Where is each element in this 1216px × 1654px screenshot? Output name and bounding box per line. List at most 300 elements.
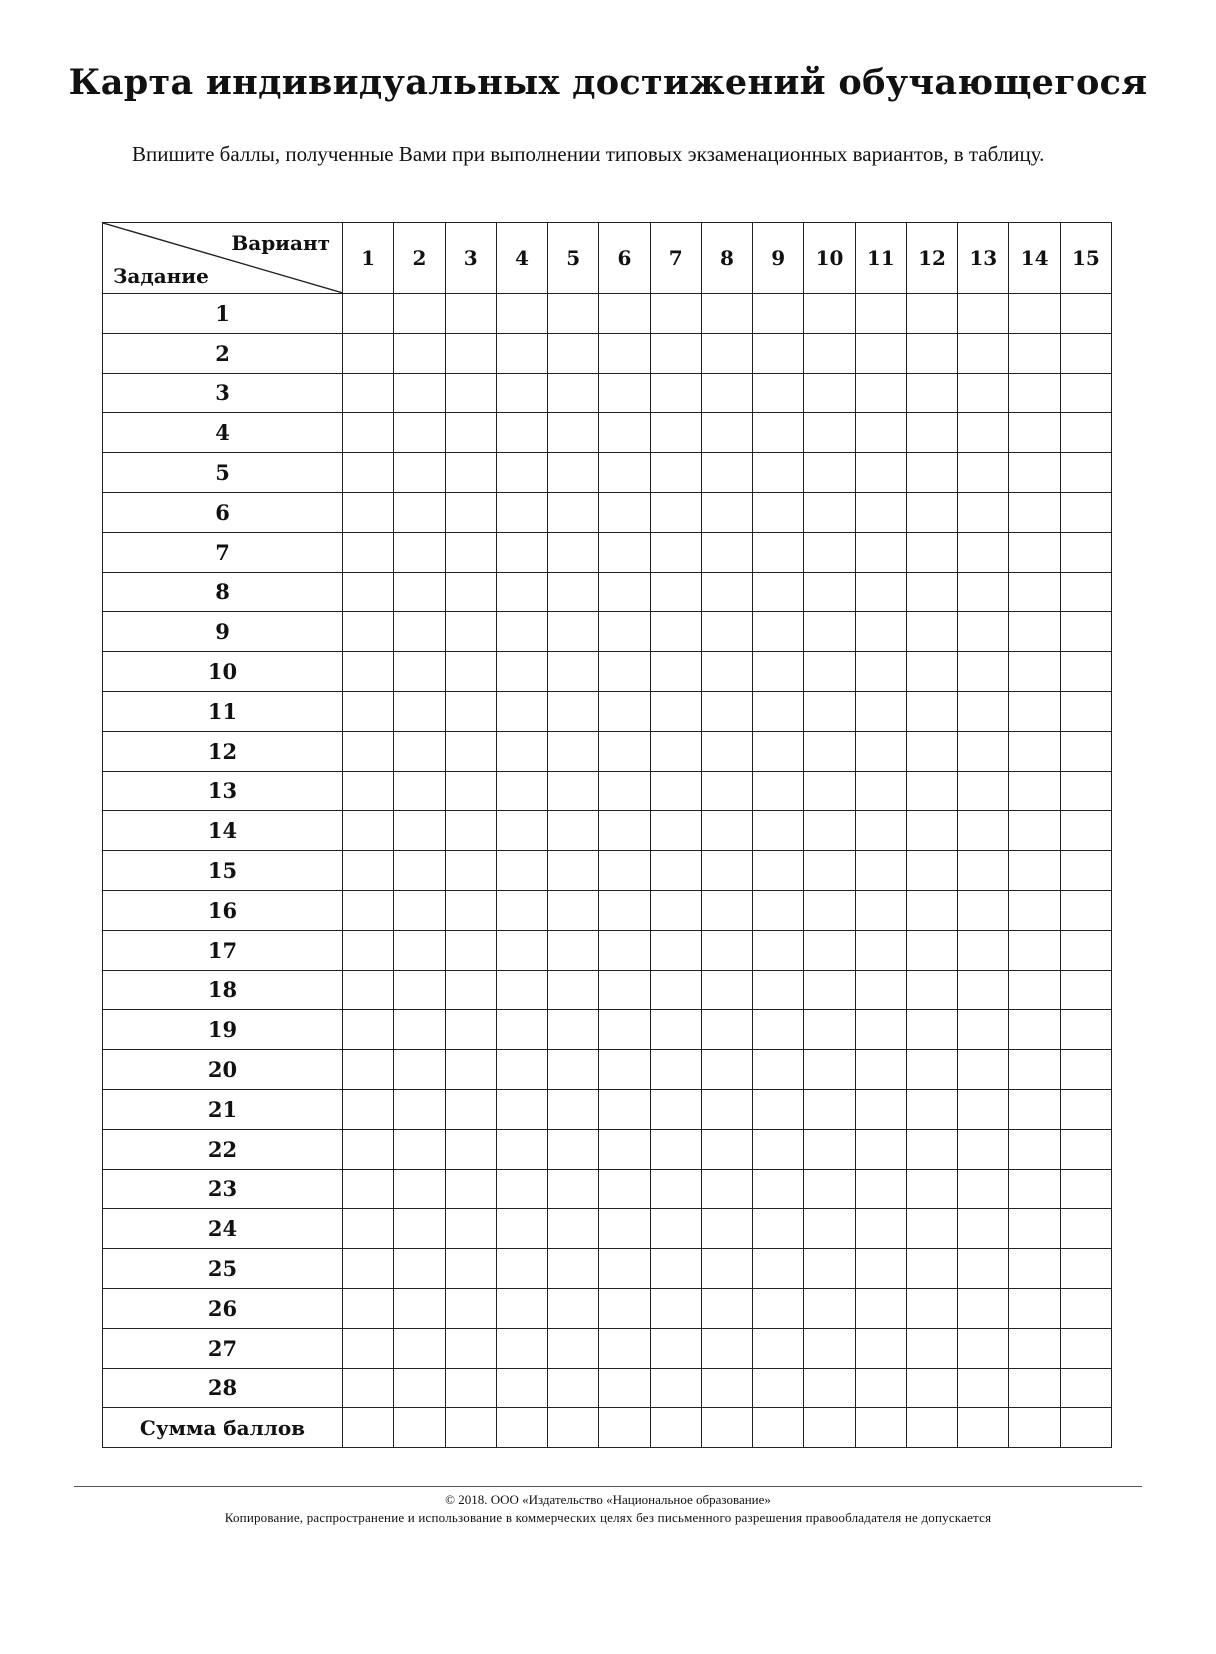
score-cell[interactable] xyxy=(394,1050,445,1090)
score-cell[interactable] xyxy=(548,373,599,413)
score-cell[interactable] xyxy=(496,1368,547,1408)
score-cell[interactable] xyxy=(855,691,906,731)
score-cell[interactable] xyxy=(804,851,855,891)
score-cell[interactable] xyxy=(753,731,804,771)
score-cell[interactable] xyxy=(650,771,701,811)
score-cell[interactable] xyxy=(753,612,804,652)
score-cell[interactable] xyxy=(958,453,1009,493)
score-cell[interactable] xyxy=(753,1089,804,1129)
score-cell[interactable] xyxy=(804,612,855,652)
score-cell[interactable] xyxy=(548,1249,599,1289)
score-cell[interactable] xyxy=(906,413,957,453)
score-cell[interactable] xyxy=(599,413,650,453)
score-cell[interactable] xyxy=(701,1129,752,1169)
score-cell[interactable] xyxy=(701,1328,752,1368)
score-cell[interactable] xyxy=(958,333,1009,373)
score-cell[interactable] xyxy=(701,970,752,1010)
score-cell[interactable] xyxy=(496,333,547,373)
score-cell[interactable] xyxy=(650,1368,701,1408)
sum-score-cell[interactable] xyxy=(753,1408,804,1448)
score-cell[interactable] xyxy=(1009,572,1060,612)
score-cell[interactable] xyxy=(855,1169,906,1209)
score-cell[interactable] xyxy=(394,1209,445,1249)
score-cell[interactable] xyxy=(445,532,496,572)
score-cell[interactable] xyxy=(804,572,855,612)
score-cell[interactable] xyxy=(804,1249,855,1289)
score-cell[interactable] xyxy=(958,1169,1009,1209)
score-cell[interactable] xyxy=(650,1209,701,1249)
score-cell[interactable] xyxy=(650,413,701,453)
score-cell[interactable] xyxy=(343,1288,394,1328)
score-cell[interactable] xyxy=(1009,771,1060,811)
score-cell[interactable] xyxy=(701,492,752,532)
score-cell[interactable] xyxy=(1009,1010,1060,1050)
score-cell[interactable] xyxy=(701,1169,752,1209)
score-cell[interactable] xyxy=(906,930,957,970)
score-cell[interactable] xyxy=(599,333,650,373)
score-cell[interactable] xyxy=(548,1209,599,1249)
score-cell[interactable] xyxy=(343,731,394,771)
score-cell[interactable] xyxy=(394,1368,445,1408)
score-cell[interactable] xyxy=(958,811,1009,851)
score-cell[interactable] xyxy=(650,652,701,692)
score-cell[interactable] xyxy=(445,652,496,692)
score-cell[interactable] xyxy=(548,492,599,532)
score-cell[interactable] xyxy=(753,1050,804,1090)
score-cell[interactable] xyxy=(958,373,1009,413)
score-cell[interactable] xyxy=(855,612,906,652)
score-cell[interactable] xyxy=(906,333,957,373)
score-cell[interactable] xyxy=(343,373,394,413)
score-cell[interactable] xyxy=(804,652,855,692)
score-cell[interactable] xyxy=(394,413,445,453)
score-cell[interactable] xyxy=(548,1328,599,1368)
score-cell[interactable] xyxy=(445,1328,496,1368)
score-cell[interactable] xyxy=(496,970,547,1010)
score-cell[interactable] xyxy=(548,731,599,771)
score-cell[interactable] xyxy=(1060,811,1111,851)
score-cell[interactable] xyxy=(599,1089,650,1129)
score-cell[interactable] xyxy=(906,890,957,930)
score-cell[interactable] xyxy=(906,771,957,811)
score-cell[interactable] xyxy=(496,1010,547,1050)
score-cell[interactable] xyxy=(599,691,650,731)
score-cell[interactable] xyxy=(804,333,855,373)
score-cell[interactable] xyxy=(1060,373,1111,413)
score-cell[interactable] xyxy=(855,532,906,572)
score-cell[interactable] xyxy=(855,572,906,612)
score-cell[interactable] xyxy=(804,970,855,1010)
score-cell[interactable] xyxy=(958,1209,1009,1249)
score-cell[interactable] xyxy=(599,532,650,572)
score-cell[interactable] xyxy=(906,1328,957,1368)
score-cell[interactable] xyxy=(599,652,650,692)
score-cell[interactable] xyxy=(496,771,547,811)
score-cell[interactable] xyxy=(548,691,599,731)
score-cell[interactable] xyxy=(1009,1129,1060,1169)
score-cell[interactable] xyxy=(445,970,496,1010)
score-cell[interactable] xyxy=(958,294,1009,334)
score-cell[interactable] xyxy=(496,851,547,891)
score-cell[interactable] xyxy=(958,691,1009,731)
score-cell[interactable] xyxy=(445,572,496,612)
score-cell[interactable] xyxy=(599,851,650,891)
score-cell[interactable] xyxy=(650,572,701,612)
score-cell[interactable] xyxy=(1009,492,1060,532)
score-cell[interactable] xyxy=(753,1288,804,1328)
score-cell[interactable] xyxy=(855,771,906,811)
score-cell[interactable] xyxy=(958,413,1009,453)
score-cell[interactable] xyxy=(958,572,1009,612)
score-cell[interactable] xyxy=(343,811,394,851)
score-cell[interactable] xyxy=(445,1249,496,1289)
score-cell[interactable] xyxy=(753,1249,804,1289)
score-cell[interactable] xyxy=(804,1169,855,1209)
score-cell[interactable] xyxy=(753,413,804,453)
score-cell[interactable] xyxy=(599,1288,650,1328)
score-cell[interactable] xyxy=(650,851,701,891)
score-cell[interactable] xyxy=(548,1368,599,1408)
score-cell[interactable] xyxy=(548,294,599,334)
score-cell[interactable] xyxy=(753,851,804,891)
score-cell[interactable] xyxy=(496,691,547,731)
score-cell[interactable] xyxy=(445,1129,496,1169)
score-cell[interactable] xyxy=(1009,811,1060,851)
score-cell[interactable] xyxy=(701,373,752,413)
score-cell[interactable] xyxy=(650,612,701,652)
score-cell[interactable] xyxy=(1009,373,1060,413)
score-cell[interactable] xyxy=(1009,453,1060,493)
score-cell[interactable] xyxy=(548,1129,599,1169)
score-cell[interactable] xyxy=(445,612,496,652)
score-cell[interactable] xyxy=(599,453,650,493)
score-cell[interactable] xyxy=(958,1129,1009,1169)
score-cell[interactable] xyxy=(855,652,906,692)
score-cell[interactable] xyxy=(1060,1209,1111,1249)
score-cell[interactable] xyxy=(650,890,701,930)
score-cell[interactable] xyxy=(906,1169,957,1209)
score-cell[interactable] xyxy=(753,1010,804,1050)
score-cell[interactable] xyxy=(753,453,804,493)
score-cell[interactable] xyxy=(548,851,599,891)
sum-score-cell[interactable] xyxy=(445,1408,496,1448)
score-cell[interactable] xyxy=(958,731,1009,771)
score-cell[interactable] xyxy=(906,1209,957,1249)
score-cell[interactable] xyxy=(1009,1089,1060,1129)
score-cell[interactable] xyxy=(1060,1249,1111,1289)
score-cell[interactable] xyxy=(958,532,1009,572)
score-cell[interactable] xyxy=(855,811,906,851)
score-cell[interactable] xyxy=(1009,652,1060,692)
score-cell[interactable] xyxy=(855,294,906,334)
score-cell[interactable] xyxy=(1009,294,1060,334)
score-cell[interactable] xyxy=(753,1209,804,1249)
score-cell[interactable] xyxy=(1009,1209,1060,1249)
score-cell[interactable] xyxy=(548,453,599,493)
score-cell[interactable] xyxy=(1009,851,1060,891)
score-cell[interactable] xyxy=(650,970,701,1010)
score-cell[interactable] xyxy=(394,333,445,373)
score-cell[interactable] xyxy=(958,970,1009,1010)
score-cell[interactable] xyxy=(1060,652,1111,692)
score-cell[interactable] xyxy=(906,691,957,731)
score-cell[interactable] xyxy=(548,811,599,851)
sum-score-cell[interactable] xyxy=(855,1408,906,1448)
score-cell[interactable] xyxy=(1060,492,1111,532)
score-cell[interactable] xyxy=(906,970,957,1010)
score-cell[interactable] xyxy=(701,930,752,970)
score-cell[interactable] xyxy=(599,811,650,851)
score-cell[interactable] xyxy=(701,333,752,373)
score-cell[interactable] xyxy=(343,492,394,532)
score-cell[interactable] xyxy=(1060,771,1111,811)
score-cell[interactable] xyxy=(701,811,752,851)
score-cell[interactable] xyxy=(906,811,957,851)
score-cell[interactable] xyxy=(445,731,496,771)
score-cell[interactable] xyxy=(650,1050,701,1090)
score-cell[interactable] xyxy=(548,1089,599,1129)
score-cell[interactable] xyxy=(1060,453,1111,493)
score-cell[interactable] xyxy=(445,890,496,930)
score-cell[interactable] xyxy=(445,811,496,851)
score-cell[interactable] xyxy=(753,1368,804,1408)
score-cell[interactable] xyxy=(445,851,496,891)
score-cell[interactable] xyxy=(599,492,650,532)
score-cell[interactable] xyxy=(1060,413,1111,453)
score-cell[interactable] xyxy=(650,1249,701,1289)
score-cell[interactable] xyxy=(753,294,804,334)
score-cell[interactable] xyxy=(958,890,1009,930)
score-cell[interactable] xyxy=(496,373,547,413)
score-cell[interactable] xyxy=(650,731,701,771)
score-cell[interactable] xyxy=(394,1249,445,1289)
score-cell[interactable] xyxy=(906,612,957,652)
sum-score-cell[interactable] xyxy=(548,1408,599,1448)
score-cell[interactable] xyxy=(701,532,752,572)
score-cell[interactable] xyxy=(855,373,906,413)
score-cell[interactable] xyxy=(958,1328,1009,1368)
score-cell[interactable] xyxy=(445,1169,496,1209)
score-cell[interactable] xyxy=(343,771,394,811)
score-cell[interactable] xyxy=(548,1050,599,1090)
score-cell[interactable] xyxy=(906,532,957,572)
score-cell[interactable] xyxy=(701,851,752,891)
score-cell[interactable] xyxy=(445,413,496,453)
score-cell[interactable] xyxy=(394,294,445,334)
score-cell[interactable] xyxy=(650,333,701,373)
score-cell[interactable] xyxy=(548,1169,599,1209)
score-cell[interactable] xyxy=(753,532,804,572)
score-cell[interactable] xyxy=(1060,851,1111,891)
score-cell[interactable] xyxy=(855,492,906,532)
score-cell[interactable] xyxy=(650,492,701,532)
score-cell[interactable] xyxy=(701,294,752,334)
score-cell[interactable] xyxy=(855,453,906,493)
score-cell[interactable] xyxy=(958,1010,1009,1050)
score-cell[interactable] xyxy=(1060,890,1111,930)
score-cell[interactable] xyxy=(496,492,547,532)
score-cell[interactable] xyxy=(394,970,445,1010)
score-cell[interactable] xyxy=(496,1050,547,1090)
score-cell[interactable] xyxy=(343,1050,394,1090)
score-cell[interactable] xyxy=(855,1249,906,1289)
score-cell[interactable] xyxy=(804,373,855,413)
score-cell[interactable] xyxy=(701,1050,752,1090)
score-cell[interactable] xyxy=(650,532,701,572)
score-cell[interactable] xyxy=(804,1089,855,1129)
score-cell[interactable] xyxy=(1009,930,1060,970)
score-cell[interactable] xyxy=(753,930,804,970)
score-cell[interactable] xyxy=(445,1010,496,1050)
score-cell[interactable] xyxy=(496,1209,547,1249)
score-cell[interactable] xyxy=(548,771,599,811)
score-cell[interactable] xyxy=(445,1050,496,1090)
score-cell[interactable] xyxy=(1060,731,1111,771)
score-cell[interactable] xyxy=(1009,532,1060,572)
score-cell[interactable] xyxy=(445,1209,496,1249)
score-cell[interactable] xyxy=(650,1129,701,1169)
score-cell[interactable] xyxy=(394,851,445,891)
score-cell[interactable] xyxy=(753,1129,804,1169)
score-cell[interactable] xyxy=(804,1050,855,1090)
score-cell[interactable] xyxy=(958,1368,1009,1408)
score-cell[interactable] xyxy=(343,1089,394,1129)
score-cell[interactable] xyxy=(343,1129,394,1169)
score-cell[interactable] xyxy=(445,1368,496,1408)
score-cell[interactable] xyxy=(496,532,547,572)
score-cell[interactable] xyxy=(394,532,445,572)
score-cell[interactable] xyxy=(650,373,701,413)
score-cell[interactable] xyxy=(496,1288,547,1328)
score-cell[interactable] xyxy=(958,1050,1009,1090)
score-cell[interactable] xyxy=(496,453,547,493)
score-cell[interactable] xyxy=(496,572,547,612)
score-cell[interactable] xyxy=(650,691,701,731)
score-cell[interactable] xyxy=(855,1050,906,1090)
score-cell[interactable] xyxy=(496,1169,547,1209)
score-cell[interactable] xyxy=(445,771,496,811)
score-cell[interactable] xyxy=(599,1050,650,1090)
score-cell[interactable] xyxy=(343,970,394,1010)
score-cell[interactable] xyxy=(599,1249,650,1289)
score-cell[interactable] xyxy=(1060,333,1111,373)
score-cell[interactable] xyxy=(1009,1050,1060,1090)
score-cell[interactable] xyxy=(1060,294,1111,334)
score-cell[interactable] xyxy=(548,970,599,1010)
score-cell[interactable] xyxy=(1060,1169,1111,1209)
score-cell[interactable] xyxy=(701,413,752,453)
score-cell[interactable] xyxy=(855,1129,906,1169)
score-cell[interactable] xyxy=(343,851,394,891)
score-cell[interactable] xyxy=(804,492,855,532)
score-cell[interactable] xyxy=(445,333,496,373)
score-cell[interactable] xyxy=(650,453,701,493)
score-cell[interactable] xyxy=(343,612,394,652)
score-cell[interactable] xyxy=(701,890,752,930)
score-cell[interactable] xyxy=(855,731,906,771)
score-cell[interactable] xyxy=(394,1169,445,1209)
score-cell[interactable] xyxy=(753,572,804,612)
score-cell[interactable] xyxy=(343,453,394,493)
score-cell[interactable] xyxy=(1060,1288,1111,1328)
score-cell[interactable] xyxy=(650,1169,701,1209)
score-cell[interactable] xyxy=(906,492,957,532)
score-cell[interactable] xyxy=(1060,532,1111,572)
score-cell[interactable] xyxy=(701,1209,752,1249)
score-cell[interactable] xyxy=(701,1288,752,1328)
score-cell[interactable] xyxy=(1060,1050,1111,1090)
score-cell[interactable] xyxy=(548,612,599,652)
score-cell[interactable] xyxy=(1060,970,1111,1010)
score-cell[interactable] xyxy=(804,532,855,572)
sum-score-cell[interactable] xyxy=(958,1408,1009,1448)
score-cell[interactable] xyxy=(1009,1249,1060,1289)
score-cell[interactable] xyxy=(753,970,804,1010)
score-cell[interactable] xyxy=(855,1288,906,1328)
score-cell[interactable] xyxy=(599,1209,650,1249)
score-cell[interactable] xyxy=(753,771,804,811)
score-cell[interactable] xyxy=(701,1089,752,1129)
score-cell[interactable] xyxy=(906,1129,957,1169)
score-cell[interactable] xyxy=(343,930,394,970)
score-cell[interactable] xyxy=(650,1010,701,1050)
sum-score-cell[interactable] xyxy=(804,1408,855,1448)
score-cell[interactable] xyxy=(753,890,804,930)
score-cell[interactable] xyxy=(804,1368,855,1408)
score-cell[interactable] xyxy=(394,1288,445,1328)
score-cell[interactable] xyxy=(548,572,599,612)
score-cell[interactable] xyxy=(1009,1328,1060,1368)
score-cell[interactable] xyxy=(958,771,1009,811)
score-cell[interactable] xyxy=(804,691,855,731)
score-cell[interactable] xyxy=(753,1328,804,1368)
score-cell[interactable] xyxy=(394,691,445,731)
score-cell[interactable] xyxy=(804,1209,855,1249)
score-cell[interactable] xyxy=(906,572,957,612)
score-cell[interactable] xyxy=(855,930,906,970)
score-cell[interactable] xyxy=(753,333,804,373)
score-cell[interactable] xyxy=(1009,691,1060,731)
score-cell[interactable] xyxy=(496,731,547,771)
score-cell[interactable] xyxy=(701,652,752,692)
score-cell[interactable] xyxy=(855,333,906,373)
score-cell[interactable] xyxy=(804,294,855,334)
score-cell[interactable] xyxy=(804,413,855,453)
score-cell[interactable] xyxy=(650,1328,701,1368)
score-cell[interactable] xyxy=(855,1089,906,1129)
score-cell[interactable] xyxy=(1009,1169,1060,1209)
score-cell[interactable] xyxy=(804,1288,855,1328)
score-cell[interactable] xyxy=(906,1368,957,1408)
score-cell[interactable] xyxy=(701,731,752,771)
score-cell[interactable] xyxy=(599,771,650,811)
score-cell[interactable] xyxy=(343,1368,394,1408)
score-cell[interactable] xyxy=(599,1010,650,1050)
score-cell[interactable] xyxy=(1060,1328,1111,1368)
score-cell[interactable] xyxy=(855,1328,906,1368)
score-cell[interactable] xyxy=(548,890,599,930)
score-cell[interactable] xyxy=(958,1089,1009,1129)
score-cell[interactable] xyxy=(701,1010,752,1050)
score-cell[interactable] xyxy=(906,1089,957,1129)
score-cell[interactable] xyxy=(1009,970,1060,1010)
score-cell[interactable] xyxy=(343,1169,394,1209)
score-cell[interactable] xyxy=(599,1368,650,1408)
score-cell[interactable] xyxy=(445,1089,496,1129)
score-cell[interactable] xyxy=(599,1169,650,1209)
score-cell[interactable] xyxy=(650,930,701,970)
score-cell[interactable] xyxy=(496,1129,547,1169)
